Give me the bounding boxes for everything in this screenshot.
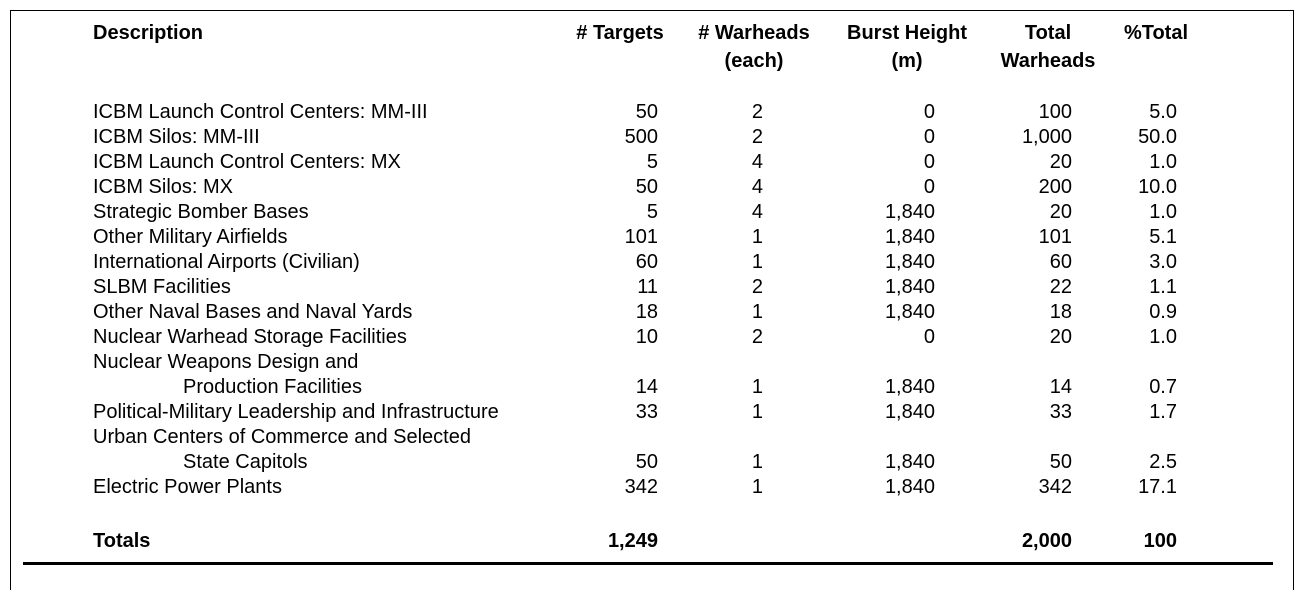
row-total-warheads: 20 [1049, 151, 1072, 173]
header-warheads-line2: (each) [724, 50, 784, 72]
row-pct-total: 1.0 [1149, 201, 1177, 223]
row-description: Other Military Airfields [93, 226, 288, 248]
row-description-continued: State Capitols [183, 451, 308, 473]
row-targets: 500 [624, 126, 658, 148]
totals-targets: 1,249 [607, 530, 658, 552]
row-warheads-each: 1 [751, 451, 763, 473]
row-pct-total: 3.0 [1149, 251, 1177, 273]
row-burst-height: 1,840 [884, 376, 935, 398]
row-targets: 5 [646, 151, 658, 173]
row-description: Urban Centers of Commerce and Selected [93, 426, 471, 448]
row-total-warheads: 60 [1049, 251, 1072, 273]
row-burst-height: 1,840 [884, 201, 935, 223]
row-description: ICBM Launch Control Centers: MX [93, 151, 401, 173]
header-burst-line2: (m) [891, 50, 923, 72]
row-description: Strategic Bomber Bases [93, 201, 309, 223]
row-total-warheads: 100 [1038, 101, 1072, 123]
row-total-warheads: 101 [1038, 226, 1072, 248]
row-description: Nuclear Weapons Design and [93, 351, 359, 373]
row-pct-total: 50.0 [1138, 126, 1177, 148]
row-description: International Airports (Civilian) [93, 251, 360, 273]
row-burst-height: 1,840 [884, 451, 935, 473]
row-total-warheads: 1,000 [1021, 126, 1072, 148]
header-warheads-line1: # Warheads [698, 22, 810, 44]
row-burst-height: 1,840 [884, 276, 935, 298]
row-pct-total: 5.0 [1149, 101, 1177, 123]
totals-pct: 100 [1143, 530, 1177, 552]
row-warheads-each: 2 [751, 126, 763, 148]
row-targets: 33 [635, 401, 658, 423]
row-targets: 342 [624, 476, 658, 498]
row-targets: 11 [637, 276, 658, 298]
row-warheads-each: 4 [751, 176, 763, 198]
row-warheads-each: 2 [751, 101, 763, 123]
row-pct-total: 0.9 [1149, 301, 1177, 323]
bottom-rule [23, 562, 1273, 565]
row-total-warheads: 22 [1049, 276, 1072, 298]
row-warheads-each: 1 [751, 226, 763, 248]
row-warheads-each: 1 [751, 376, 763, 398]
row-total-warheads: 200 [1038, 176, 1072, 198]
row-pct-total: 5.1 [1149, 226, 1177, 248]
row-burst-height: 1,840 [884, 476, 935, 498]
row-targets: 14 [635, 376, 658, 398]
row-total-warheads: 50 [1049, 451, 1072, 473]
row-burst-height: 1,840 [884, 226, 935, 248]
row-description: Electric Power Plants [93, 476, 282, 498]
header-targets: # Targets [576, 22, 664, 44]
row-pct-total: 2.5 [1149, 451, 1177, 473]
row-pct-total: 0.7 [1149, 376, 1177, 398]
row-total-warheads: 18 [1049, 301, 1072, 323]
row-targets: 5 [646, 201, 658, 223]
row-pct-total: 1.7 [1149, 401, 1177, 423]
row-warheads-each: 2 [751, 276, 763, 298]
header-burst-height [835, 19, 979, 75]
row-warheads-each: 4 [751, 151, 763, 173]
row-total-warheads: 33 [1049, 401, 1072, 423]
row-targets: 18 [635, 301, 658, 323]
row-burst-height: 0 [923, 126, 935, 148]
header-total-line2: Warheads [1000, 50, 1096, 72]
row-description: Political-Military Leadership and Infrastructure [93, 401, 499, 423]
row-warheads-each: 1 [751, 251, 763, 273]
header-total-line1: Total [1024, 22, 1072, 44]
row-burst-height: 1,840 [884, 251, 935, 273]
row-targets: 50 [635, 451, 658, 473]
row-description: Other Naval Bases and Naval Yards [93, 301, 413, 323]
totals-warheads: 2,000 [1021, 530, 1072, 552]
row-description: Nuclear Warhead Storage Facilities [93, 326, 407, 348]
row-targets: 60 [635, 251, 658, 273]
row-total-warheads: 20 [1049, 201, 1072, 223]
row-description: SLBM Facilities [93, 276, 231, 298]
row-burst-height: 1,840 [884, 301, 935, 323]
header-description: Description [93, 22, 204, 44]
row-burst-height: 0 [923, 151, 935, 173]
row-targets: 50 [635, 101, 658, 123]
header-pct-total: %Total [1123, 22, 1189, 44]
row-targets: 50 [635, 176, 658, 198]
row-burst-height: 1,840 [884, 401, 935, 423]
row-total-warheads: 14 [1049, 376, 1072, 398]
row-pct-total: 10.0 [1138, 176, 1177, 198]
row-pct-total: 17.1 [1138, 476, 1177, 498]
row-description: ICBM Launch Control Centers: MM-III [93, 101, 428, 123]
row-total-warheads: 342 [1038, 476, 1072, 498]
row-burst-height: 0 [923, 326, 935, 348]
row-warheads-each: 1 [751, 301, 763, 323]
header-warheads [686, 19, 822, 75]
totals-label: Totals [93, 530, 151, 552]
row-pct-total: 1.0 [1149, 151, 1177, 173]
row-description: ICBM Silos: MM-III [93, 126, 260, 148]
row-description: ICBM Silos: MX [93, 176, 234, 198]
row-warheads-each: 1 [751, 401, 763, 423]
row-burst-height: 0 [923, 176, 935, 198]
row-pct-total: 1.1 [1149, 276, 1177, 298]
row-total-warheads: 20 [1049, 326, 1072, 348]
row-targets: 10 [635, 326, 658, 348]
row-warheads-each: 2 [751, 326, 763, 348]
row-targets: 101 [624, 226, 658, 248]
row-burst-height: 0 [923, 101, 935, 123]
row-description-continued: Production Facilities [183, 376, 362, 398]
row-warheads-each: 1 [751, 476, 763, 498]
row-warheads-each: 4 [751, 201, 763, 223]
header-total-warheads [986, 19, 1110, 75]
header-burst-line1: Burst Height [847, 22, 967, 44]
row-pct-total: 1.0 [1149, 326, 1177, 348]
